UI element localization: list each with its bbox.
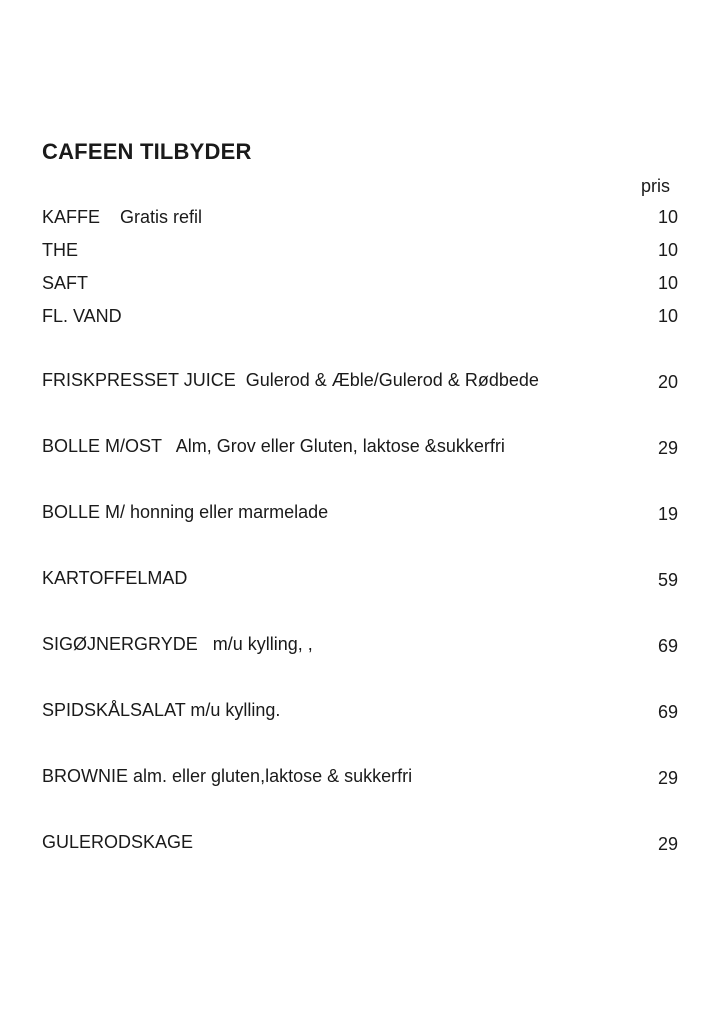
menu-item-price: 19	[657, 504, 678, 524]
menu-item	[42, 502, 678, 526]
menu-item-price: 29	[657, 768, 678, 788]
menu-item-price: 59	[657, 570, 678, 590]
menu-title: CAFEEN TILBYDER	[42, 139, 252, 164]
menu-item-price: 20	[657, 372, 678, 392]
menu-item-price: 69	[657, 702, 678, 722]
menu-item	[42, 832, 678, 856]
menu-item-name: GULERODSKAGE	[42, 832, 194, 852]
menu-item-name: FL. VAND	[42, 306, 122, 326]
menu-item	[42, 306, 678, 330]
menu-item-name: BOLLE M/ honning eller marmelade	[42, 502, 329, 522]
menu-item-name: KAFFE Gratis refil	[42, 207, 203, 227]
menu-item	[42, 436, 678, 460]
menu-item-price: 29	[657, 438, 678, 458]
menu-item-name: BOLLE M/OST Alm, Grov eller Gluten, laktose &sukkerfri	[42, 436, 505, 456]
menu-item	[42, 568, 678, 592]
menu-item-name: SIGØJNERGRYDE m/u kylling, ,	[42, 634, 313, 654]
menu-item-price: 10	[657, 207, 678, 227]
menu-item-price: 10	[657, 240, 678, 260]
menu-item	[42, 370, 678, 394]
menu-item-name: KARTOFFELMAD	[42, 568, 188, 588]
menu-item-name: FRISKPRESSET JUICE Gulerod & Æble/Gulerod & Rødbede	[42, 370, 539, 390]
menu-item-price: 10	[657, 306, 678, 326]
menu-item	[42, 207, 678, 231]
price-column-header: pris	[640, 176, 670, 196]
menu-item-name: SAFT	[42, 273, 89, 293]
menu-item-price: 69	[657, 636, 678, 656]
menu-item	[42, 766, 678, 790]
menu-item	[42, 634, 678, 658]
menu-item-price: 29	[657, 834, 678, 854]
menu-item	[42, 700, 678, 724]
menu-item-name: BROWNIE alm. eller gluten,laktose & sukkerfri	[42, 766, 413, 786]
menu-item-name: SPIDSKÅLSALAT m/u kylling.	[42, 700, 281, 720]
menu-item	[42, 273, 678, 297]
menu-item-name: THE	[42, 240, 78, 260]
menu-item-price: 10	[657, 273, 678, 293]
menu-item	[42, 240, 678, 264]
